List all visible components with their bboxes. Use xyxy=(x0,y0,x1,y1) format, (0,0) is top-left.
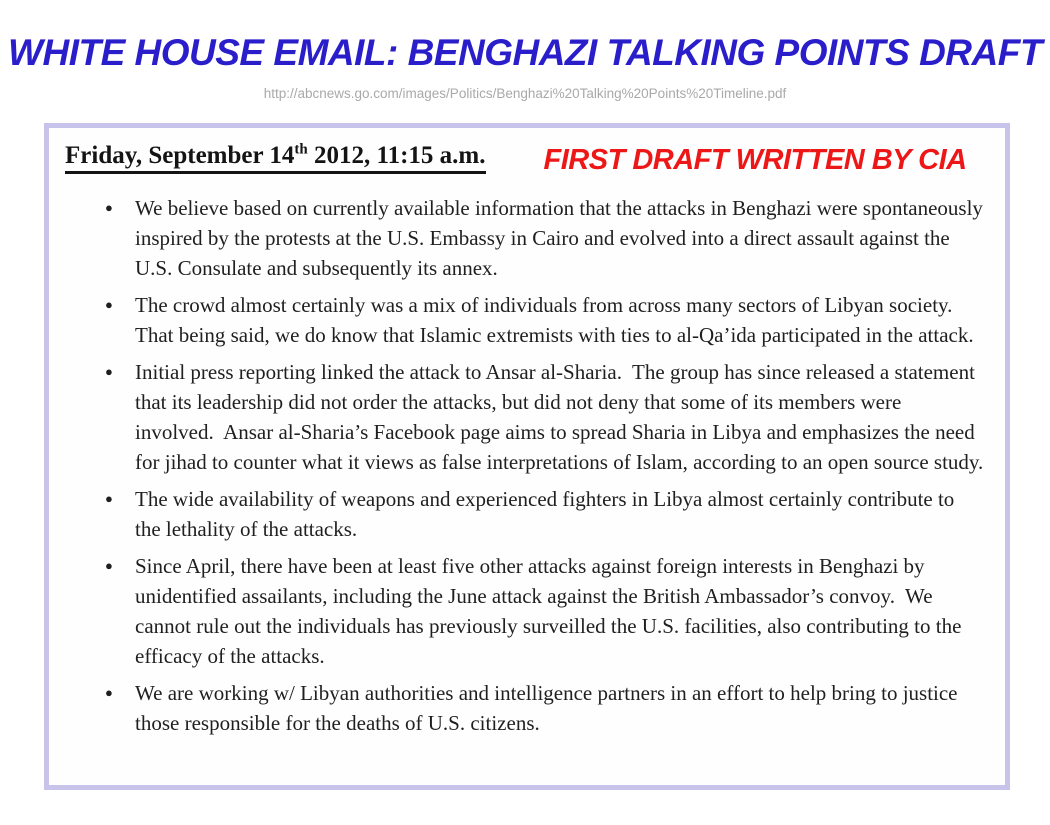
bullet-icon: ● xyxy=(105,491,113,506)
talking-point xyxy=(65,551,985,671)
date-heading-time: 2012, 11:15 a.m. xyxy=(307,142,486,169)
source-url: http://abcnews.go.com/images/Politics/Benghazi%20Talking%20Points%20Timeline.pdf xyxy=(263,86,787,101)
annotation-first-draft: FIRST DRAFT WRITTEN BY CIA xyxy=(543,144,967,176)
talking-points-list xyxy=(65,193,989,738)
talking-point-text: We are working w/ Libyan authorities and intelligence partners in an effort to help bring to justice those responsible for the deaths of U.S. citizens. xyxy=(135,681,963,735)
talking-point xyxy=(65,193,989,283)
bullet-icon: ● xyxy=(105,364,113,379)
date-heading-text: Friday, September 14 xyxy=(65,142,295,169)
talking-point-text: The wide availability of weapons and experienced fighters in Libya almost certainly contribute to the lethality of the attacks. xyxy=(135,487,960,541)
page-title: WHITE HOUSE EMAIL: BENGHAZI TALKING POINTS DRAFT xyxy=(8,32,1042,73)
document-header xyxy=(65,142,985,177)
bullet-icon: ● xyxy=(105,685,113,700)
talking-point xyxy=(65,357,985,477)
talking-point-text: Initial press reporting linked the attack to Ansar al-Sharia. The group has since released a statement that its leadership did not order the attacks, but did not deny that some of its members were involved. Ansar al-Sharia’s Facebook page aims to spread Sharia in Libya and emphasizes the need for jihad to counter what it views as false interpretations of Islam, according to an open source study. xyxy=(135,360,984,474)
talking-point-text: Since April, there have been at least five other attacks against foreign interests in Benghazi by unidentified assailants, including the June attack against the British Ambassador’s convoy. We cannot rule out the individuals has previously surveilled the U.S. facilities, also contributing to the efficacy of the attacks. xyxy=(135,554,967,668)
talking-point-text: The crowd almost certainly was a mix of individuals from across many sectors of Libyan society. That being said, we do know that Islamic extremists with ties to al-Qa’ida participated in the attack. xyxy=(135,293,974,347)
bullet-icon: ● xyxy=(105,558,113,573)
talking-point xyxy=(65,484,985,544)
talking-point xyxy=(65,678,985,738)
talking-point-text: We believe based on currently available information that the attacks in Benghazi were spontaneously inspired by the protests at the U.S. Embassy in Cairo and evolved into a direct assault against the U.S. Consulate and subsequently its annex. xyxy=(135,196,989,280)
date-heading-ordinal: th xyxy=(294,141,308,158)
document-frame xyxy=(44,123,1010,790)
date-heading xyxy=(65,142,486,174)
bullet-icon: ● xyxy=(105,297,113,312)
talking-point xyxy=(65,290,985,350)
bullet-icon: ● xyxy=(105,200,113,215)
